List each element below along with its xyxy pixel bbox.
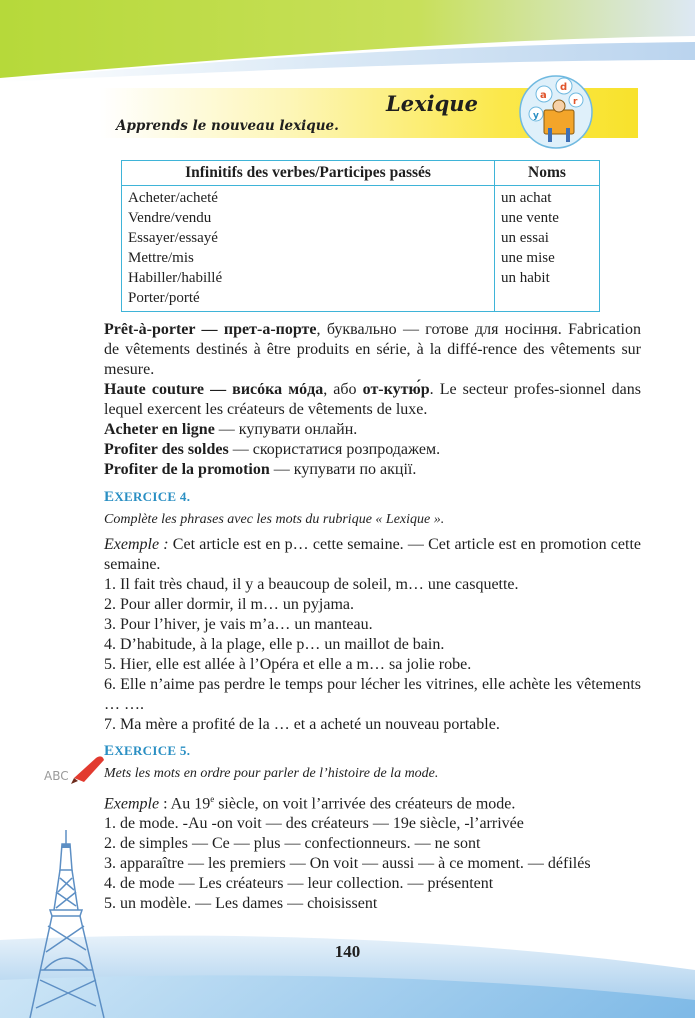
example-superscript: e (210, 794, 215, 804)
exercise-4-item: 7. Ma mère a profité de la … et a acheté un nouveau portable. (104, 716, 500, 733)
example-text: Cet article est en p… cette semaine. — Cet article est en promotion cette semaine. (104, 536, 641, 573)
term: Profiter de la promotion (104, 461, 270, 478)
term-alt: от-кутю́р (362, 381, 430, 398)
table-header-nouns: Noms (495, 161, 600, 186)
svg-text:a: a (540, 90, 547, 101)
gloss: . Le secteur profes-sionnel dans lequel exercent les créateurs de vêtements de luxe. (104, 381, 642, 418)
exercise-4-heading (104, 487, 641, 507)
exercise-4-item: 4. D’habitude, à la plage, elle p… un maillot de bain. (104, 636, 445, 653)
exercise-4-item: 6. Elle n’aime pas perdre le temps pour lécher les vitrines, elle achète les vêtements … …. (104, 676, 641, 713)
gloss: — купувати онлайн. (214, 421, 358, 438)
verb-item: Acheter/acheté (128, 190, 218, 206)
exercise-5 (104, 741, 641, 914)
example-text-b: siècle, on voit l’arrivée des créateurs de mode. (214, 795, 516, 813)
exercise-5-item: 1. de mode. -Au -on voit — des créateurs — 19e siècle, -l’arrivée (104, 815, 524, 833)
exercise-5-instruction: Mets les mots en ordre pour parler de l’histoire de la mode. (104, 766, 439, 781)
svg-text:y: y (533, 111, 539, 121)
exercise-4-item: 3. Pour l’hiver, je vais m’a… un manteau. (104, 616, 373, 633)
vocabulary-table (121, 160, 600, 312)
gloss: — купувати по акції. (269, 461, 417, 478)
noun-item: un habit (501, 270, 550, 286)
definition-profiter-soldes (104, 440, 641, 460)
gloss: — скористатися розпродажем. (228, 441, 441, 458)
abc-label: ABC (44, 769, 69, 783)
svg-text:r: r (573, 97, 578, 107)
term: Profiter des soldes (104, 441, 229, 458)
definitions-block (104, 320, 641, 480)
verb-item: Porter/porté (128, 290, 200, 306)
exercise-4 (104, 487, 641, 735)
exercise-4-item: 1. Il fait très chaud, il y a beaucoup de soleil, m… une casquette. (104, 576, 519, 593)
heading-rest: XERCICE 4. (114, 489, 191, 504)
heading-initial: E (104, 743, 115, 759)
svg-text:d: d (560, 82, 568, 93)
verb-item: Habiller/habillé (128, 270, 223, 286)
noun-item: une vente (501, 210, 559, 226)
verb-item: Essayer/essayé (128, 230, 218, 246)
nouns-cell (495, 186, 600, 312)
term: Prêt-à-porter — прет-а-порте (104, 321, 317, 338)
gloss: , буквально — готове для носіння. Fabrication de vêtements destinés à être produits en série, à la diffé-rence des vêtements sur mesure. (104, 321, 641, 378)
exercise-5-item: 3. apparaître — les premiers — On voit — aussi — à ce moment. — défilés (104, 855, 591, 873)
definition-pret-a-porter (104, 320, 641, 380)
term: Haute couture — висóка мóда (104, 381, 324, 398)
abc-pen-icon (44, 752, 106, 788)
reading-letters-illustration (514, 70, 598, 154)
exercise-5-item: 4. de mode — Les créateurs — leur collection. — présentent (104, 875, 494, 893)
definition-acheter-en-ligne (104, 420, 641, 440)
noun-item: un achat (501, 190, 552, 206)
exercise-4-instruction: Complète les phrases avec les mots du rubrique « Lexique ». (104, 512, 445, 527)
lexique-subtitle: Apprends le nouveau lexique. (116, 118, 339, 134)
exercise-5-example (104, 789, 641, 814)
exercise-5-item: 2. de simples — Ce — plus — confectionneurs. — ne sont (104, 835, 481, 853)
exercise-5-item: 5. un modèle. — Les dames — choisissent (104, 895, 378, 913)
eiffel-tower-illustration (0, 830, 140, 1018)
definition-haute-couture (104, 380, 641, 420)
heading-rest: XERCICE 5. (114, 743, 191, 758)
heading-initial: E (104, 489, 115, 505)
example-label: Exemple (104, 795, 160, 813)
exercise-4-example (104, 535, 641, 575)
table-header-verbs: Infinitifs des verbes/Participes passés (122, 161, 495, 186)
noun-item: un essai (501, 230, 549, 246)
example-label: Exemple : (104, 536, 169, 553)
page-number: 140 (334, 942, 361, 961)
verb-item: Mettre/mis (128, 250, 194, 266)
term: Acheter en ligne (104, 421, 215, 438)
exercise-4-item: 5. Hier, elle est allée à l’Opéra et elle a m… sa jolie robe. (104, 656, 472, 673)
exercise-4-item: 2. Pour aller dormir, il m… un pyjama. (104, 596, 354, 613)
verbs-cell (122, 186, 495, 312)
lexique-title: Lexique (386, 91, 478, 116)
verb-item: Vendre/vendu (128, 210, 212, 226)
noun-item: une mise (501, 250, 555, 266)
gloss-connector: , або (323, 381, 363, 398)
example-text-a: : Au 19 (159, 795, 211, 813)
exercise-5-heading (104, 741, 641, 761)
definition-profiter-promotion (104, 460, 641, 480)
